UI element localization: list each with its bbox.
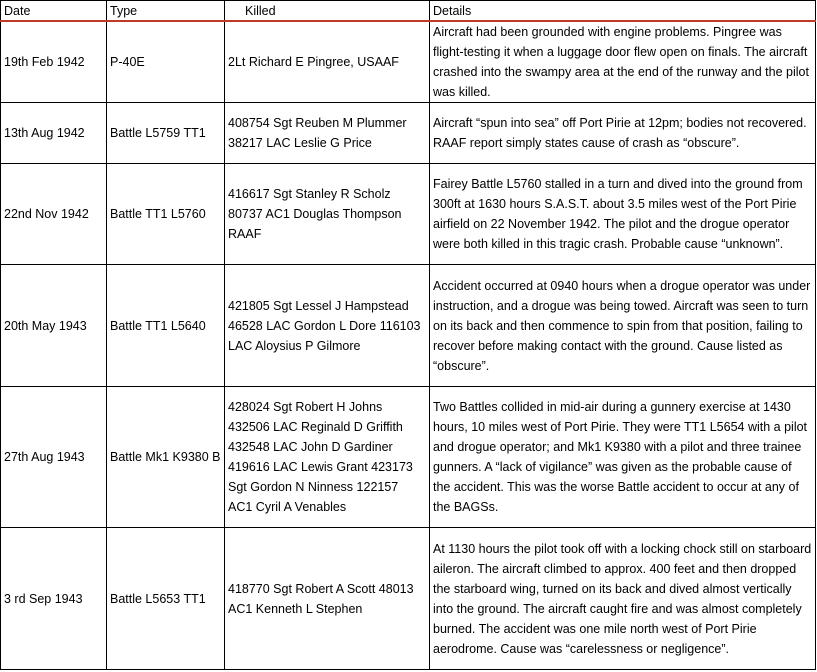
- cell-date: 20th May 1943: [1, 265, 107, 387]
- cell-killed: 428024 Sgt Robert H Johns 432506 LAC Reginald D Griffith 432548 LAC John D Gardiner 419616 LAC Lewis Grant 423173 Sgt Gordon N Ninness 122157 AC1 Cyril A Venables: [225, 387, 430, 528]
- cell-details: Aircraft “spun into sea” off Port Pirie at 12pm; bodies not recovered. RAAF report simply states cause of crash as “obscure”.: [430, 103, 816, 164]
- cell-details: Fairey Battle L5760 stalled in a turn and dived into the ground from 300ft at 1630 hours S.A.S.T. about 3.5 miles west of the Port Pirie airfield on 22 November 1942. The pilot and the drogue operator were both killed in this tragic crash. Probable cause “unknown”.: [430, 164, 816, 265]
- cell-date: 22nd Nov 1942: [1, 164, 107, 265]
- cell-details: At 1130 hours the pilot took off with a locking chock still on starboard aileron. The aircraft climbed to approx. 400 feet and then dropped the starboard wing, turned on its back and dived almost vertically into the ground. The aircraft caught fire and was almost completely burned. The accident was one mile north west of Port Pirie aerodrome. Cause was “carelessness or negligence”.: [430, 528, 816, 670]
- table-row: [1, 265, 816, 387]
- header-details: Details: [430, 1, 816, 22]
- table-header: [1, 1, 816, 22]
- cell-date: 3 rd Sep 1943: [1, 528, 107, 670]
- header-date: Date: [1, 1, 107, 22]
- table-body: [1, 21, 816, 670]
- cell-killed: 408754 Sgt Reuben M Plummer 38217 LAC Leslie G Price: [225, 103, 430, 164]
- cell-type: Battle L5759 TT1: [107, 103, 225, 164]
- cell-details: Two Battles collided in mid-air during a gunnery exercise at 1430 hours, 10 miles west of Port Pirie. They were TT1 L5654 with a pilot and drogue operator; and Mk1 K9380 with a pilot and three trainee gunners. A “lack of vigilance” was given as the probable cause of the accident. This was the worse Battle accident to occur at any of the BAGSs.: [430, 387, 816, 528]
- cell-details: Accident occurred at 0940 hours when a drogue operator was under instruction, and a drogue was being towed. Aircraft was seen to turn on its back and then commence to spin from that position, failing to recover before making contact with the ground. Cause listed as “obscure”.: [430, 265, 816, 387]
- table-row: [1, 387, 816, 528]
- table-row: [1, 528, 816, 670]
- cell-type: Battle TT1 L5760: [107, 164, 225, 265]
- cell-type: P-40E: [107, 21, 225, 103]
- cell-killed: 418770 Sgt Robert A Scott 48013 AC1 Kenneth L Stephen: [225, 528, 430, 670]
- cell-killed: 416617 Sgt Stanley R Scholz 80737 AC1 Douglas Thompson RAAF: [225, 164, 430, 265]
- table-row: [1, 164, 816, 265]
- table-row: [1, 103, 816, 164]
- header-killed: Killed: [225, 1, 430, 22]
- cell-details: Aircraft had been grounded with engine problems. Pingree was flight-testing it when a luggage door flew open on finals. The aircraft crashed into the swampy area at the end of the runway and the pilot was killed.: [430, 21, 816, 103]
- cell-type: Battle Mk1 K9380 B: [107, 387, 225, 528]
- header-row: [1, 1, 816, 22]
- cell-killed: 421805 Sgt Lessel J Hampstead 46528 LAC Gordon L Dore 116103 LAC Aloysius P Gilmore: [225, 265, 430, 387]
- header-type: Type: [107, 1, 225, 22]
- cell-type: Battle TT1 L5640: [107, 265, 225, 387]
- cell-date: 19th Feb 1942: [1, 21, 107, 103]
- table-row: [1, 21, 816, 103]
- cell-type: Battle L5653 TT1: [107, 528, 225, 670]
- cell-date: 27th Aug 1943: [1, 387, 107, 528]
- cell-date: 13th Aug 1942: [1, 103, 107, 164]
- cell-killed: 2Lt Richard E Pingree, USAAF: [225, 21, 430, 103]
